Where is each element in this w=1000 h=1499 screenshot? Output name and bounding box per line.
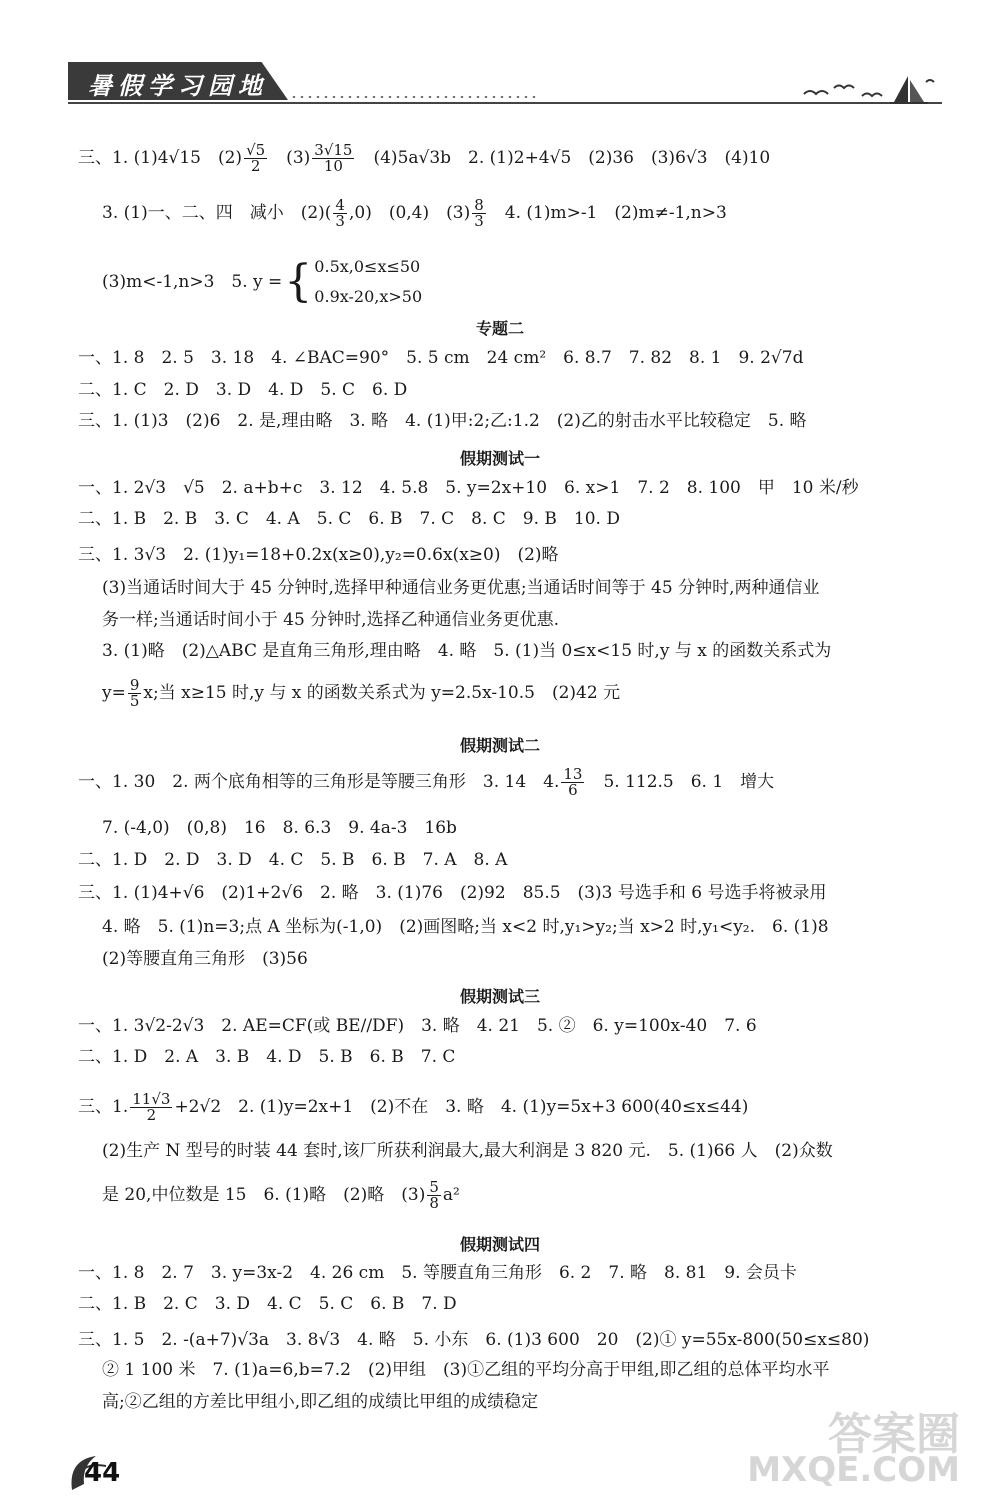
page-number: 44 — [84, 1458, 121, 1488]
fraction: $\frac{11√3}{2}$ — [132, 1090, 171, 1124]
section-heading: 专题二 — [475, 319, 524, 338]
answer-line: ② 1 100 米 7. (1)a=6,b=7.2 (2)甲组 (3)①乙组的平均分高于甲组,即乙组的总体平均水平 — [102, 1360, 830, 1380]
section-heading: 假期测试四 — [459, 1235, 540, 1254]
watermark-url: MXQE.COM — [747, 1450, 960, 1490]
answer-line: 二、1. C 2. D 3. D 4. D 5. C 6. D — [78, 380, 408, 400]
answer-line: 二、1. D 2. A 3. B 4. D 5. B 6. B 7. C — [78, 1047, 456, 1067]
answer-line: 一、1. 30 2. 两个底角相等的三角形是等腰三角形 3. 14 4. $\frac{13}{6}$ 5. 112.5 6. 1 增大 — [78, 765, 775, 799]
answer-line: (3)当通话时间大于 45 分钟时,选择甲种通信业务更优惠;当通话时间等于 45 分钟时,两种通信业 — [102, 578, 820, 598]
answer-line: 二、1. B 2. B 3. C 4. A 5. C 6. B 7. C 8. C 9. B 10. D — [78, 509, 620, 529]
answer-line: 一、1. 8 2. 7 3. y=3x-2 4. 26 cm 5. 等腰直角三角形 6. 2 7. 略 8. 81 9. 会员卡 — [78, 1263, 797, 1283]
answer-line: (3)m<-1,n>3 5. y ={ 0.5x,0≤x≤50 0.9x-20,x>50 — [102, 252, 422, 313]
piecewise-cases: 0.5x,0≤x≤50 0.9x-20,x>50 — [314, 257, 423, 307]
answer-line: 三、1. (1)4+√6 (2)1+2√6 2. 略 3. (1)76 (2)92 85.5 (3)3 号选手和 6 号选手将被录用 — [78, 883, 827, 903]
answer-line: 是 20,中位数是 15 6. (1)略 (2)略 (3) $\frac{5}{8}$ a² — [102, 1178, 460, 1212]
section-heading: 假期测试一 — [459, 449, 540, 468]
fraction: $\frac{13}{6}$ — [563, 765, 583, 799]
fraction: $\frac{√5}{2}$ — [246, 141, 266, 175]
answer-line: 二、1. D 2. D 3. D 4. C 5. B 6. B 7. A 8. A — [78, 850, 508, 870]
answer-line: (2)等腰直角三角形 (3)56 — [102, 949, 308, 969]
section-heading: 假期测试二 — [459, 736, 540, 755]
fraction: $\frac{9}{5}$ — [129, 676, 140, 710]
answer-line: 一、1. 3√2-2√3 2. AE=CF(或 BE//DF) 3. 略 4. 21 5. ② 6. y=100x-40 7. 6 — [78, 1016, 757, 1036]
answer-line: 一、1. 8 2. 5 3. 18 4. ∠BAC=90° 5. 5 cm 24 cm² 6. 8.7 7. 82 8. 1 9. 2√7d — [78, 348, 804, 368]
answer-line: 4. 略 5. (1)n=3;点 A 坐标为(-1,0) (2)画图略;当 x<2 时,y₁>y₂;当 x>2 时,y₁<y₂. 6. (1)8 — [102, 917, 829, 937]
header-title: 暑假学习园地 — [88, 72, 268, 100]
watermark: 答案圈 — [828, 1409, 960, 1460]
answer-line: 三、1. (1)4√15 (2) $\frac{√5}{2}$ (3) $\frac{3√15}{10}$ (4)5a√3b 2. (1)2+4√5 (2)36 (3)6√3 (4)10 — [78, 141, 771, 175]
answer-line: 务一样;当通话时间小于 45 分钟时,选择乙种通信业务更优惠. — [102, 610, 559, 630]
answer-line: 三、1. (1)3 (2)6 2. 是,理由略 3. 略 4. (1)甲:2;乙:1.2 (2)乙的射击水平比较稳定 5. 略 — [78, 411, 807, 431]
fraction: $\frac{8}{3}$ — [474, 196, 484, 230]
answer-line: 二、1. B 2. C 3. D 4. C 5. C 6. B 7. D — [78, 1294, 457, 1314]
brace-icon: { — [284, 256, 313, 308]
answer-line: 7. (-4,0) (0,8) 16 8. 6.3 9. 4a-3 16b — [102, 818, 457, 838]
section-heading: 假期测试三 — [459, 987, 540, 1006]
answer-line: 3. (1)一、二、四 减小 (2)( $\frac{4}{3}$ ,0) (0,4) (3) $\frac{8}{3}$ 4. (1)m>-1 (2)m≠-1,n>3 — [102, 196, 727, 230]
birds-sailboat-icon — [800, 72, 940, 106]
answer-line: 一、1. 2√3 √5 2. a+b+c 3. 12 4. 5.8 5. y=2x+10 6. x>1 7. 2 8. 100 甲 10 米/秒 — [78, 478, 859, 498]
answer-line: 三、1. $\frac{11√3}{2}$ +2√2 2. (1)y=2x+1 (2)不在 3. 略 4. (1)y=5x+3 600(40≤x≤44) — [78, 1090, 749, 1124]
fraction: $\frac{5}{8}$ — [429, 1178, 439, 1212]
answer-line: 3. (1)略 (2)△ABC 是直角三角形,理由略 4. 略 5. (1)当 0≤x<15 时,y 与 x 的函数关系式为 — [102, 641, 832, 661]
answer-line: (2)生产 N 型号的时装 44 套时,该厂所获利润最大,最大利润是 3 820 元. 5. (1)66 人 (2)众数 — [102, 1141, 833, 1161]
fraction: $\frac{3√15}{10}$ — [314, 141, 353, 175]
answer-line: 高;②乙组的方差比甲组小,即乙组的成绩比甲组的成绩稳定 — [102, 1392, 539, 1412]
header-dots-decoration — [290, 94, 540, 100]
fraction: $\frac{4}{3}$ — [335, 196, 345, 230]
answer-line: y= $\frac{9}{5}$ x;当 x≥15 时,y 与 x 的函数关系式为 y=2.5x-10.5 (2)42 元 — [102, 676, 621, 710]
answer-line: 三、1. 5 2. -(a+7)√3a 3. 8√3 4. 略 5. 小东 6. (1)3 600 20 (2)① y=55x-800(50≤x≤80) — [78, 1330, 870, 1350]
answer-line: 三、1. 3√3 2. (1)y₁=18+0.2x(x≥0),y₂=0.6x(x≥0) (2)略 — [78, 545, 559, 565]
